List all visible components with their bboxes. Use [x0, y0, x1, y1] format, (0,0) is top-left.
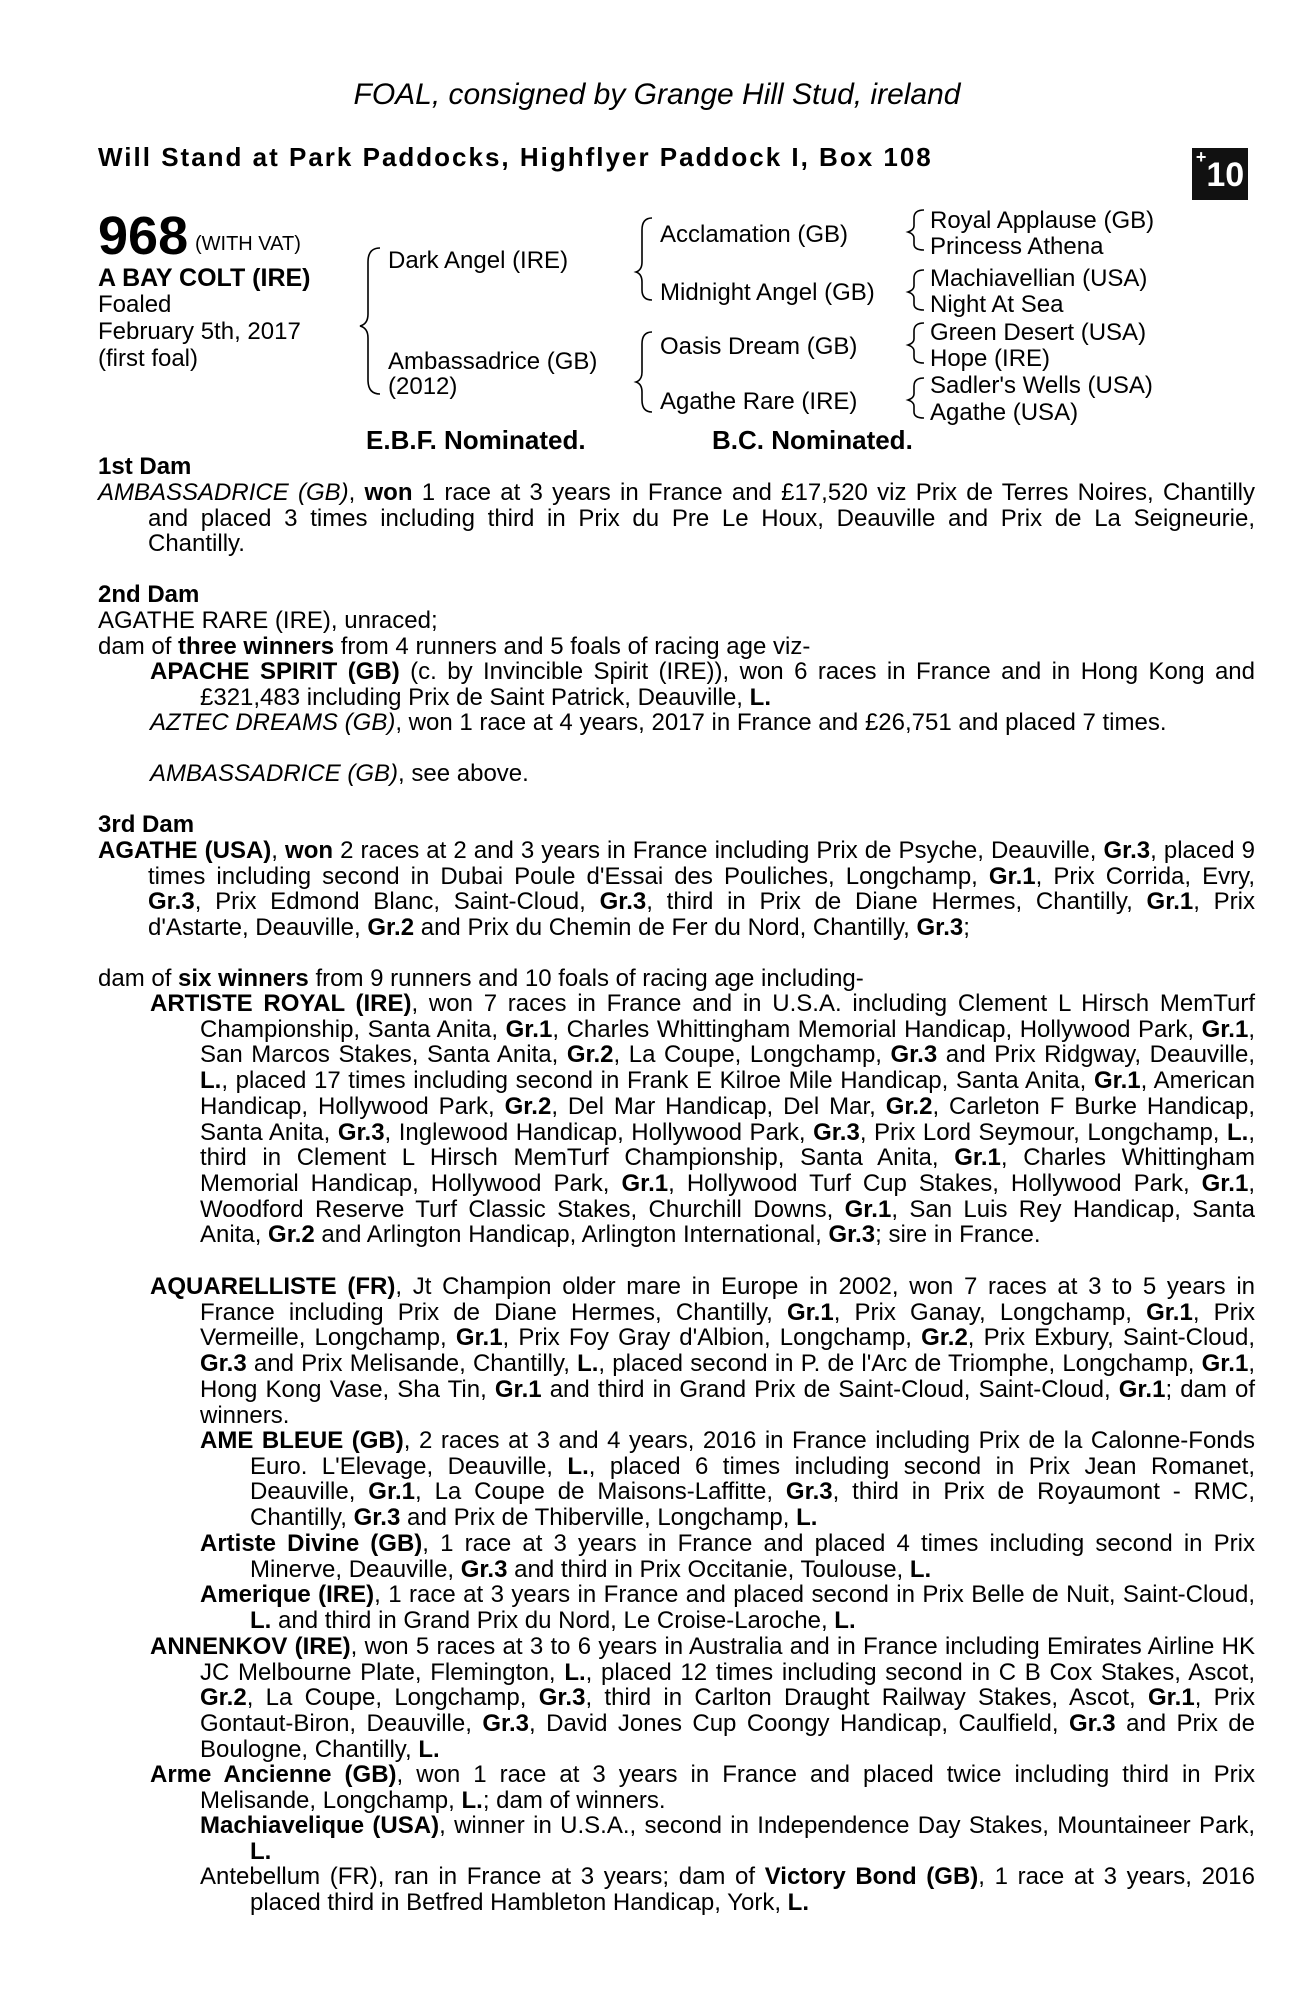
produce-ame-bleue: AME BLEUE (GB), 2 races at 3 and 4 years, 2016 in France including Prix de la Calonne-Fonds Euro. L'Elevage, Deauville, L., placed 6 times including second in Prix Jean Romanet, Deauville, Gr.1, La Coupe de Maisons-Laffitte, Gr.3, third in Prix de Royaumont - RMC, Chantilly, Gr.3 and Prix de Thiberville, Longchamp, L.	[200, 1427, 1255, 1532]
dd-bracket	[908, 378, 924, 418]
sire-bracket	[636, 218, 652, 300]
ds-bracket	[908, 323, 924, 363]
dam: Ambassadrice (GB)	[388, 348, 598, 375]
produce-apache-spirit: APACHE SPIRIT (GB) (c. by Invincible Spirit (IRE)), won 6 races in France and in Hong Kong and £321,483 including Prix de Saint Patrick, Deauville, L.	[150, 658, 1255, 711]
dsd: Hope (IRE)	[930, 345, 1051, 372]
sire: Dark Angel (IRE)	[388, 247, 569, 274]
sire-dam-bracket	[360, 248, 380, 394]
foaled-label: Foaled	[98, 291, 172, 318]
foaled-date: February 5th, 2017	[98, 318, 301, 345]
sss: Royal Applause (GB)	[930, 207, 1155, 234]
third-dam-text: AGATHE (USA), won 2 races at 2 and 3 years in France including Prix de Psyche, Deauville, Gr.3, placed 9 times including second in Dubai Poule d'Essai des Pouliches, Longchamp, Gr.1, Prix Corrida, Evry, Gr.3, Prix Edmond Blanc, Saint-Cloud, Gr.3, third in Prix de Diane Hermes, Chantilly, Gr.1, Prix d'Astarte, Deauville, Gr.2 and Prix du Chemin de Fer du Nord, Chantilly, Gr.3;	[98, 837, 1256, 942]
first-dam-text: AMBASSADRICE (GB), won 1 race at 3 years in France and £17,520 viz Prix de Terres Noires, Chantilly and placed 3 times including third in Prix du Pre Le Houx, Deauville and Prix de La Seigneurie, Chantilly.	[98, 479, 1255, 558]
dam-dam: Agathe Rare (IRE)	[660, 388, 858, 415]
stand-location: Will Stand at Park Paddocks, Highflyer Paddock I, Box 108	[98, 142, 933, 172]
dds: Sadler's Wells (USA)	[930, 372, 1153, 399]
produce-annenkov: ANNENKOV (IRE), won 5 races at 3 to 6 years in Australia and in France including Emirates Airline HK JC Melbourne Plate, Flemington, L., placed 12 times including second in C B Cox Stakes, Ascot, Gr.2, La Coupe, Longchamp, Gr.3, third in Carlton Draught Railway Stakes, Ascot, Gr.1, Prix Gontaut-Biron, Deauville, Gr.3, David Jones Cup Coongy Handicap, Caulfield, Gr.3 and Prix de Boulogne, Chantilly, L.	[150, 1633, 1256, 1763]
dam-year: (2012)	[388, 373, 458, 400]
ss-bracket	[908, 210, 924, 250]
produce-antebellum: Antebellum (FR), ran in France at 3 years; dam of Victory Bond (GB), 1 race at 3 years, 2016 placed third in Betfred Hambleton Handicap, York, L.	[200, 1863, 1255, 1916]
third-dam-summary: dam of six winners from 9 runners and 10 foals of racing age including-	[98, 965, 864, 992]
badge-plus: +	[1195, 147, 1207, 167]
lot-title: A BAY COLT (IRE)	[98, 264, 311, 292]
dam-bracket	[636, 332, 652, 412]
sds: Machiavellian (USA)	[930, 265, 1148, 292]
sd-bracket	[908, 270, 924, 310]
produce-artiste-divine: Artiste Divine (GB), 1 race at 3 years in France and placed 4 times including second in Prix Minerve, Deauville, Gr.3 and third in Prix Occitanie, Toulouse, L.	[200, 1530, 1255, 1583]
produce-aquarelliste: AQUARELLISTE (FR), Jt Champion older mare in Europe in 2002, won 7 races at 3 to 5 years in France including Prix de Diane Hermes, Chantilly, Gr.1, Prix Ganay, Longchamp, Gr.1, Prix Vermeille, Longchamp, Gr.1, Prix Foy Gray d'Albion, Longchamp, Gr.2, Prix Exbury, Saint-Cloud, Gr.3 and Prix Melisande, Chantilly, L., placed second in P. de l'Arc de Triomphe, Longchamp, Gr.1, Hong Kong Vase, Sha Tin, Gr.1 and third in Grand Prix de Saint-Cloud, Saint-Cloud, Gr.1; dam of winners.	[150, 1273, 1256, 1429]
lot-number: 968	[98, 206, 189, 266]
first-dam-heading: 1st Dam	[98, 453, 192, 480]
second-dam-text: AGATHE RARE (IRE), unraced; dam of three winners from 4 runners and 5 foals of racing age viz-	[98, 607, 811, 660]
foal-note: (first foal)	[98, 345, 199, 372]
ssd: Princess Athena	[930, 233, 1104, 260]
sire-sire: Acclamation (GB)	[660, 221, 849, 248]
sire-dam: Midnight Angel (GB)	[660, 279, 875, 306]
sdd: Night At Sea	[930, 291, 1064, 318]
produce-machiavelique: Machiavelique (USA), winner in U.S.A., second in Independence Day Stakes, Mountaineer Park, L.	[200, 1812, 1255, 1865]
badge-number: 10	[1206, 156, 1245, 194]
third-dam-heading: 3rd Dam	[98, 811, 195, 838]
produce-artiste-royal: ARTISTE ROYAL (IRE), won 7 races in France and in U.S.A. including Clement L Hirsch MemTurf Championship, Santa Anita, Gr.1, Charles Whittingham Memorial Handicap, Hollywood Park, Gr.1, San Marcos Stakes, Santa Anita, Gr.2, La Coupe, Longchamp, Gr.3 and Prix Ridgway, Deauville, L., placed 17 times including second in Frank E Kilroe Mile Handicap, Santa Anita, Gr.1, American Handicap, Hollywood Park, Gr.2, Del Mar Handicap, Del Mar, Gr.2, Carleton F Burke Handicap, Santa Anita, Gr.3, Inglewood Handicap, Hollywood Park, Gr.3, Prix Lord Seymour, Longchamp, L., third in Clement L Hirsch MemTurf Championship, Santa Anita, Gr.1, Charles Whittingham Memorial Handicap, Hollywood Park, Gr.1, Hollywood Turf Cup Stakes, Hollywood Park, Gr.1, Woodford Reserve Turf Classic Stakes, Churchill Downs, Gr.1, San Luis Rey Handicap, Santa Anita, Gr.2 and Arlington Handicap, Arlington International, Gr.3; sire in France.	[150, 990, 1255, 1249]
dam-sire: Oasis Dream (GB)	[660, 333, 858, 360]
ebf-nominated: E.B.F. Nominated.	[366, 425, 586, 455]
dss: Green Desert (USA)	[930, 319, 1147, 346]
bc-nominated: B.C. Nominated.	[712, 425, 913, 455]
second-dam-heading: 2nd Dam	[98, 581, 200, 608]
produce-arme-ancienne: Arme Ancienne (GB), won 1 race at 3 years in France and placed twice including third in Prix Melisande, Longchamp, L.; dam of winners.	[150, 1761, 1256, 1814]
consignment-line: FOAL, consigned by Grange Hill Stud, ireland	[353, 78, 961, 111]
produce-aztec-dreams: AZTEC DREAMS (GB), won 1 race at 4 years, 2017 in France and £26,751 and placed 7 times.	[150, 709, 1167, 736]
vat-label: (WITH VAT)	[195, 233, 301, 255]
produce-amerique: Amerique (IRE), 1 race at 3 years in France and placed second in Prix Belle de Nuit, Saint-Cloud, L. and third in Grand Prix du Nord, Le Croise-Laroche, L.	[200, 1581, 1256, 1634]
ddd: Agathe (USA)	[930, 399, 1079, 426]
produce-ambassadrice: AMBASSADRICE (GB), see above.	[150, 760, 529, 787]
